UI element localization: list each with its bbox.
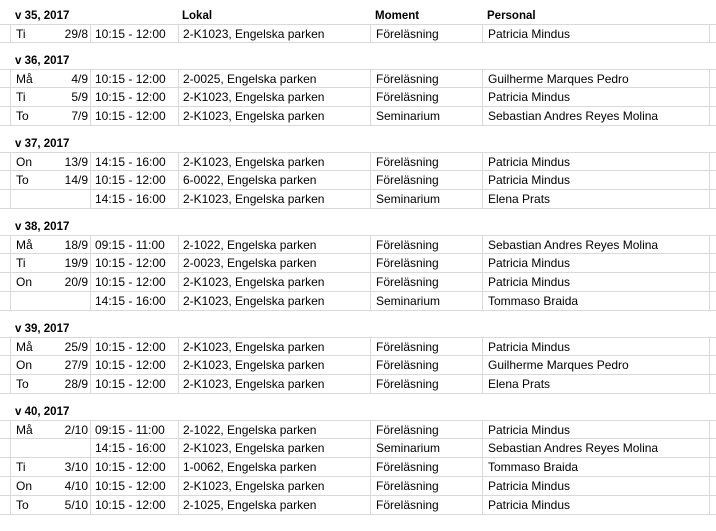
table-row [0, 337, 716, 356]
time-cell: 14:15 - 16:00 [95, 155, 166, 169]
cell-divider [709, 375, 710, 394]
cell-divider [370, 375, 371, 394]
room-cell: 6-0022, Engelska parken [183, 173, 317, 187]
cell-divider [10, 236, 11, 254]
week-header [0, 319, 716, 337]
personal-cell: Patricia Mindus [488, 479, 571, 493]
cell-divider [10, 421, 11, 439]
cell-divider [370, 153, 371, 171]
cell-divider [370, 338, 371, 356]
cell-divider [10, 477, 11, 496]
cell-divider [10, 496, 11, 515]
date-cell: 18/9 [64, 238, 88, 252]
cell-divider [90, 421, 91, 439]
table-row [0, 496, 716, 515]
cell-divider [178, 356, 179, 375]
room-cell: 2-K1023, Engelska parken [183, 27, 325, 41]
cell-divider [90, 338, 91, 356]
week-title: v 39, 2017 [15, 323, 70, 335]
moment-cell: Föreläsning [376, 340, 439, 354]
cell-divider [178, 375, 179, 394]
cell-divider [482, 356, 483, 375]
cell-divider [709, 107, 710, 126]
cell-divider [90, 190, 91, 209]
personal-cell: Guilherme Marques Pedro [488, 72, 629, 86]
table-row [0, 356, 716, 375]
room-cell: 2-K1023, Engelska parken [183, 377, 325, 391]
cell-divider [370, 356, 371, 375]
cell-divider [370, 421, 371, 439]
table-row [0, 254, 716, 273]
cell-divider [10, 171, 11, 190]
cell-divider [709, 421, 710, 439]
cell-divider [10, 292, 11, 311]
table-row [0, 88, 716, 107]
moment-cell: Föreläsning [376, 155, 439, 169]
week-header [0, 402, 716, 420]
time-cell: 14:15 - 16:00 [95, 192, 166, 206]
cell-divider [90, 171, 91, 190]
cell-divider [10, 88, 11, 107]
week-title: v 35, 2017 [15, 10, 70, 22]
room-cell: 2-0023, Engelska parken [183, 256, 317, 270]
cell-divider [370, 439, 371, 458]
cell-divider [10, 25, 11, 43]
cell-divider [10, 375, 11, 394]
cell-divider [370, 273, 371, 292]
cell-divider [482, 421, 483, 439]
date-cell: 4/9 [71, 72, 88, 86]
day-cell: To [16, 377, 29, 391]
cell-divider [178, 439, 179, 458]
cell-divider [370, 171, 371, 190]
room-cell: 2-K1023, Engelska parken [183, 109, 325, 123]
table-row [0, 458, 716, 477]
date-cell: 20/9 [64, 275, 88, 289]
cell-divider [709, 153, 710, 171]
cell-divider [10, 338, 11, 356]
cell-divider [90, 254, 91, 273]
cell-divider [709, 70, 710, 88]
cell-divider [10, 153, 11, 171]
personal-cell: Sebastian Andres Reyes Molina [488, 441, 659, 455]
time-cell: 10:15 - 12:00 [95, 358, 166, 372]
cell-divider [482, 375, 483, 394]
time-cell: 10:15 - 12:00 [95, 173, 166, 187]
day-cell: On [16, 358, 33, 372]
date-cell [44, 292, 88, 310]
table-row [0, 273, 716, 292]
week-header [0, 51, 716, 69]
cell-divider [90, 236, 91, 254]
week-title: v 36, 2017 [15, 55, 70, 67]
cell-divider [482, 153, 483, 171]
cell-divider [709, 338, 710, 356]
cell-divider [90, 458, 91, 477]
cell-divider [178, 70, 179, 88]
room-cell: 2-K1023, Engelska parken [183, 294, 325, 308]
cell-divider [10, 254, 11, 273]
cell-divider [482, 439, 483, 458]
cell-divider [90, 88, 91, 107]
cell-divider [482, 236, 483, 254]
date-cell [44, 439, 88, 457]
day-cell: Må [16, 72, 33, 86]
cell-divider [10, 439, 11, 458]
moment-cell: Seminarium [376, 441, 441, 455]
personal-cell: Patricia Mindus [488, 423, 571, 437]
date-cell: 25/9 [64, 340, 88, 354]
cell-divider [178, 477, 179, 496]
moment-cell: Föreläsning [376, 72, 439, 86]
cell-divider [482, 25, 483, 43]
cell-divider [178, 458, 179, 477]
personal-cell: Elena Prats [488, 192, 551, 206]
moment-cell: Föreläsning [376, 479, 439, 493]
personal-cell: Tommaso Braida [488, 460, 579, 474]
day-cell: On [16, 155, 33, 169]
room-cell: 2-K1023, Engelska parken [183, 192, 325, 206]
moment-cell: Föreläsning [376, 377, 439, 391]
room-cell: 2-K1023, Engelska parken [183, 358, 325, 372]
personal-cell: Patricia Mindus [488, 27, 571, 41]
table-row [0, 292, 716, 311]
moment-cell: Föreläsning [376, 238, 439, 252]
room-cell: 2-0025, Engelska parken [183, 72, 317, 86]
cell-divider [709, 236, 710, 254]
time-cell: 10:15 - 12:00 [95, 90, 166, 104]
cell-divider [482, 458, 483, 477]
week-title: v 38, 2017 [15, 221, 70, 233]
room-cell: 2-K1023, Engelska parken [183, 479, 325, 493]
date-cell: 4/10 [64, 479, 88, 493]
day-cell: On [16, 275, 33, 289]
personal-cell: Patricia Mindus [488, 256, 571, 270]
week-spacer [0, 209, 716, 217]
moment-cell: Föreläsning [376, 275, 439, 289]
room-cell: 1-0062, Engelska parken [183, 460, 317, 474]
cell-divider [178, 190, 179, 209]
moment-cell: Seminarium [376, 192, 441, 206]
cell-divider [90, 356, 91, 375]
cell-divider [178, 88, 179, 107]
day-cell: To [16, 173, 29, 187]
cell-divider [178, 254, 179, 273]
cell-divider [178, 292, 179, 311]
table-row [0, 171, 716, 190]
personal-cell: Patricia Mindus [488, 498, 571, 512]
table-row [0, 69, 716, 88]
cell-divider [370, 25, 371, 43]
date-cell: 2/10 [64, 423, 88, 437]
cell-divider [482, 70, 483, 88]
cell-divider [709, 254, 710, 273]
date-cell: 5/10 [64, 498, 88, 512]
cell-divider [370, 70, 371, 88]
room-cell: 2-K1023, Engelska parken [183, 441, 325, 455]
week-spacer [0, 43, 716, 51]
week-spacer [0, 126, 716, 134]
time-cell: 14:15 - 16:00 [95, 294, 166, 308]
cell-divider [482, 190, 483, 209]
cell-divider [90, 107, 91, 126]
date-cell: 28/9 [64, 377, 88, 391]
cell-divider [10, 356, 11, 375]
cell-divider [709, 88, 710, 107]
room-cell: 2-K1023, Engelska parken [183, 90, 325, 104]
moment-cell: Föreläsning [376, 460, 439, 474]
week-title: v 40, 2017 [15, 406, 70, 418]
column-header-personal: Personal [487, 10, 536, 22]
room-cell: 2-K1023, Engelska parken [183, 340, 325, 354]
day-cell: To [16, 498, 29, 512]
week-spacer [0, 394, 716, 402]
time-cell: 10:15 - 12:00 [95, 275, 166, 289]
cell-divider [178, 25, 179, 43]
week-header [0, 217, 716, 235]
day-cell: Må [16, 340, 33, 354]
week-title: v 37, 2017 [15, 138, 70, 150]
time-cell: 14:15 - 16:00 [95, 441, 166, 455]
cell-divider [370, 496, 371, 515]
personal-cell: Patricia Mindus [488, 275, 571, 289]
cell-divider [370, 458, 371, 477]
week-header [0, 134, 716, 152]
cell-divider [370, 190, 371, 209]
date-cell: 19/9 [64, 256, 88, 270]
personal-cell: Patricia Mindus [488, 90, 571, 104]
cell-divider [709, 458, 710, 477]
cell-divider [482, 338, 483, 356]
time-cell: 10:15 - 12:00 [95, 340, 166, 354]
cell-divider [709, 190, 710, 209]
moment-cell: Föreläsning [376, 358, 439, 372]
cell-divider [482, 254, 483, 273]
table-row [0, 24, 716, 43]
personal-cell: Sebastian Andres Reyes Molina [488, 238, 659, 252]
cell-divider [178, 273, 179, 292]
cell-divider [709, 25, 710, 43]
time-cell: 10:15 - 12:00 [95, 72, 166, 86]
cell-divider [90, 153, 91, 171]
cell-divider [90, 496, 91, 515]
week-spacer [0, 311, 716, 319]
cell-divider [482, 171, 483, 190]
cell-divider [709, 477, 710, 496]
cell-divider [370, 292, 371, 311]
day-cell: Må [16, 423, 33, 437]
cell-divider [709, 496, 710, 515]
table-row [0, 190, 716, 209]
date-cell: 14/9 [64, 173, 88, 187]
moment-cell: Föreläsning [376, 256, 439, 270]
table-row [0, 420, 716, 439]
personal-cell: Patricia Mindus [488, 173, 571, 187]
time-cell: 09:15 - 11:00 [95, 423, 165, 437]
column-header-lokal: Lokal [182, 10, 213, 22]
cell-divider [10, 70, 11, 88]
day-cell: Ti [16, 460, 26, 474]
cell-divider [370, 254, 371, 273]
cell-divider [482, 88, 483, 107]
personal-cell: Patricia Mindus [488, 340, 571, 354]
cell-divider [709, 439, 710, 458]
moment-cell: Seminarium [376, 294, 441, 308]
day-cell: Ti [16, 90, 26, 104]
time-cell: 10:15 - 12:00 [95, 27, 166, 41]
personal-cell: Guilherme Marques Pedro [488, 358, 629, 372]
personal-cell: Sebastian Andres Reyes Molina [488, 109, 659, 123]
moment-cell: Föreläsning [376, 498, 439, 512]
cell-divider [90, 292, 91, 311]
cell-divider [482, 496, 483, 515]
time-cell: 10:15 - 12:00 [95, 479, 166, 493]
cell-divider [482, 273, 483, 292]
room-cell: 2-K1023, Engelska parken [183, 275, 325, 289]
time-cell: 10:15 - 12:00 [95, 377, 166, 391]
week-header [0, 0, 716, 24]
cell-divider [709, 171, 710, 190]
cell-divider [482, 292, 483, 311]
moment-cell: Föreläsning [376, 27, 439, 41]
day-cell: Ti [16, 27, 26, 41]
personal-cell: Patricia Mindus [488, 155, 571, 169]
cell-divider [90, 25, 91, 43]
cell-divider [90, 477, 91, 496]
room-cell: 2-K1023, Engelska parken [183, 155, 325, 169]
moment-cell: Föreläsning [376, 90, 439, 104]
date-cell: 29/8 [64, 27, 88, 41]
time-cell: 10:15 - 12:00 [95, 460, 166, 474]
cell-divider [178, 153, 179, 171]
cell-divider [709, 273, 710, 292]
cell-divider [90, 70, 91, 88]
date-cell: 5/9 [71, 90, 88, 104]
cell-divider [370, 477, 371, 496]
room-cell: 2-1022, Engelska parken [183, 238, 317, 252]
moment-cell: Föreläsning [376, 173, 439, 187]
column-header-moment: Moment [375, 10, 420, 22]
cell-divider [10, 107, 11, 126]
moment-cell: Föreläsning [376, 423, 439, 437]
date-cell: 13/9 [64, 155, 88, 169]
table-row [0, 235, 716, 254]
cell-divider [482, 107, 483, 126]
time-cell: 10:15 - 12:00 [95, 498, 166, 512]
cell-divider [482, 477, 483, 496]
table-row [0, 477, 716, 496]
moment-cell: Seminarium [376, 109, 441, 123]
day-cell: On [16, 479, 33, 493]
cell-divider [370, 107, 371, 126]
cell-divider [178, 496, 179, 515]
day-cell: Må [16, 238, 33, 252]
time-cell: 10:15 - 12:00 [95, 109, 166, 123]
room-cell: 2-1022, Engelska parken [183, 423, 317, 437]
cell-divider [178, 171, 179, 190]
cell-divider [178, 107, 179, 126]
time-cell: 09:15 - 11:00 [95, 238, 165, 252]
cell-divider [10, 190, 11, 209]
cell-divider [10, 273, 11, 292]
cell-divider [90, 375, 91, 394]
cell-divider [10, 458, 11, 477]
table-row [0, 439, 716, 458]
date-cell [44, 190, 88, 208]
personal-cell: Tommaso Braida [488, 294, 579, 308]
room-cell: 2-1025, Engelska parken [183, 498, 317, 512]
cell-divider [709, 292, 710, 311]
cell-divider [90, 439, 91, 458]
cell-divider [178, 236, 179, 254]
day-cell: Ti [16, 256, 26, 270]
cell-divider [370, 88, 371, 107]
cell-divider [370, 236, 371, 254]
date-cell: 27/9 [64, 358, 88, 372]
date-cell: 7/9 [71, 109, 88, 123]
cell-divider [178, 338, 179, 356]
date-cell: 3/10 [64, 460, 88, 474]
table-row [0, 152, 716, 171]
cell-divider [90, 273, 91, 292]
cell-divider [709, 356, 710, 375]
time-cell: 10:15 - 12:00 [95, 256, 166, 270]
day-cell: To [16, 109, 29, 123]
table-row [0, 375, 716, 394]
cell-divider [178, 421, 179, 439]
personal-cell: Elena Prats [488, 377, 551, 391]
table-row [0, 107, 716, 126]
